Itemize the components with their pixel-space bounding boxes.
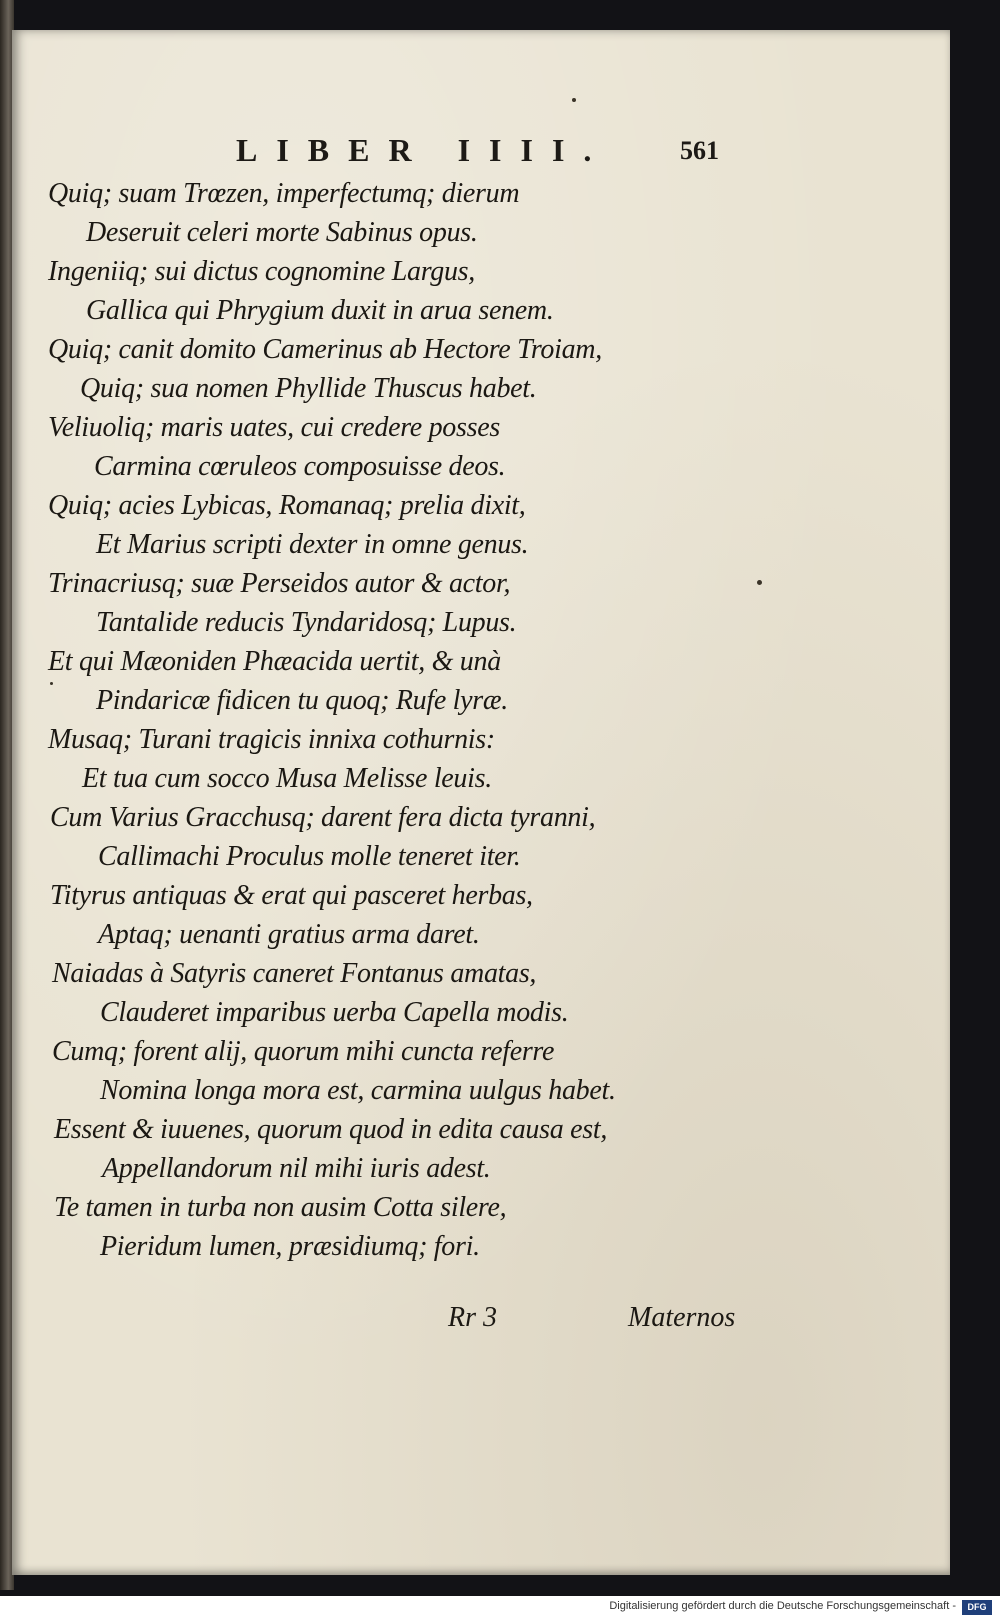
ink-speck <box>50 682 53 685</box>
verse-line: Nomina longa mora est, carmina uulgus habet. <box>100 1075 616 1106</box>
verse-line: Naiadas à Satyris caneret Fontanus amatas, <box>52 958 537 989</box>
ink-speck <box>572 98 576 102</box>
verse-line: Aptaq; uenanti gratius arma daret. <box>98 919 480 950</box>
signature-mark: Rr 3 <box>448 1302 497 1333</box>
verse-line: Et qui Mæoniden Phæacida uertit, & unà <box>48 646 501 677</box>
verse-line: Gallica qui Phrygium duxit in arua senem. <box>86 295 554 326</box>
verse-line: Quiq; canit domito Camerinus ab Hectore Troiam, <box>48 334 602 365</box>
running-head <box>0 132 1000 172</box>
verse-line: Musaq; Turani tragicis innixa cothurnis: <box>48 724 495 755</box>
verse-line: Veliuoliq; maris uates, cui credere posses <box>48 412 500 443</box>
verse-line: Et tua cum socco Musa Melisse leuis. <box>82 763 492 794</box>
running-head-title: LIBER IIII. <box>236 132 611 168</box>
digitization-footer <box>0 1596 1000 1620</box>
verse-line: Cumq; forent alij, quorum mihi cuncta referre <box>52 1036 555 1067</box>
verse-line: Callimachi Proculus molle teneret iter. <box>98 841 521 872</box>
verse-line: Quiq; acies Lybicas, Romanaq; prelia dixit, <box>48 490 526 521</box>
verse-line: Ingeniiq; sui dictus cognomine Largus, <box>48 256 475 287</box>
verse-line: Et Marius scripti dexter in omne genus. <box>96 529 529 560</box>
verse-line: Appellandorum nil mihi iuris adest. <box>102 1153 491 1184</box>
verse-line: Quiq; suam Trœzen, imperfectumq; dierum <box>48 178 520 209</box>
verse-line: Pindaricæ fidicen tu quoq; Rufe lyræ. <box>96 685 508 716</box>
page-number: 561 <box>680 136 719 165</box>
verse-line: Quiq; sua nomen Phyllide Thuscus habet. <box>80 373 537 404</box>
verse-line: Essent & iuuenes, quorum quod in edita causa est, <box>54 1114 608 1145</box>
verse-line: Trinacriusq; suæ Perseidos autor & actor, <box>48 568 511 599</box>
verse-line: Cum Varius Gracchusq; darent fera dicta tyranni, <box>50 802 596 833</box>
dfg-logo: DFG <box>962 1600 992 1615</box>
page-foot <box>0 1302 1000 1342</box>
funding-credit: Digitalisierung gefördert durch die Deutsche Forschungsgemeinschaft - <box>609 1600 956 1612</box>
verse-line: Pieridum lumen, præsidiumq; fori. <box>100 1231 480 1262</box>
verse-line: Carmina cœruleos composuisse deos. <box>94 451 506 482</box>
verse-line: Tantalide reducis Tyndaridosq; Lupus. <box>96 607 517 638</box>
catchword: Maternos <box>628 1302 736 1333</box>
ink-speck <box>757 580 762 585</box>
verse-line: Deseruit celeri morte Sabinus opus. <box>86 217 478 248</box>
verse-line: Tityrus antiquas & erat qui pasceret herbas, <box>50 880 533 911</box>
verse-line: Te tamen in turba non ausim Cotta silere, <box>54 1192 507 1223</box>
verse-line: Clauderet imparibus uerba Capella modis. <box>100 997 569 1028</box>
